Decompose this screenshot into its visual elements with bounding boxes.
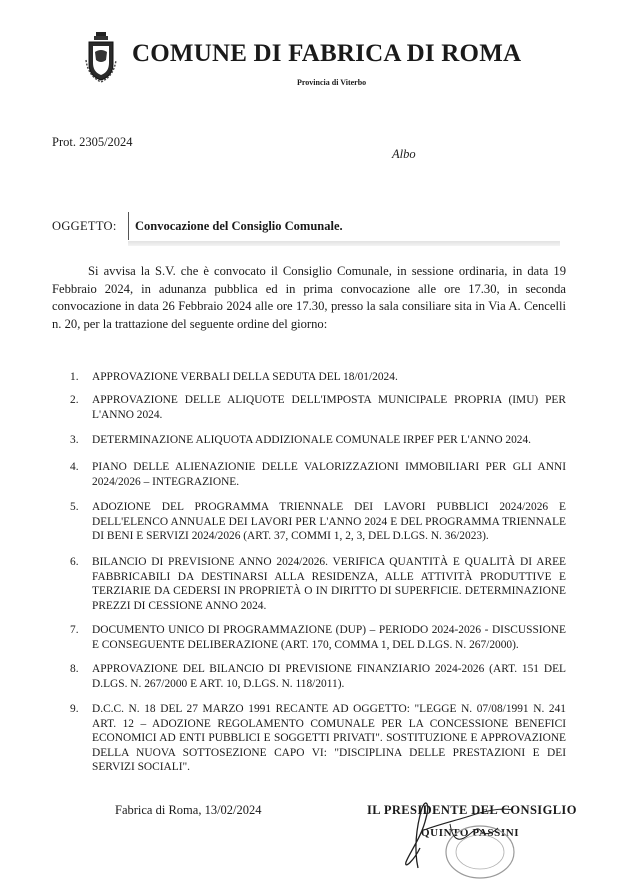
agenda-item [70, 460, 566, 489]
agenda-item [70, 370, 566, 385]
agenda-item-text: BILANCIO DI PREVISIONE ANNO 2024/2026. VERIFICA QUANTITÀ E QUALITÀ DI AREE FABBRICABILI DA DESTINARSI ALLA RESIDENZA, ALLE ATTIVITÀ PRODUTTIVE E TERZIARIE DA CEDERSI IN PROPRIETÀ O IN DIRITTO DI SUPERFICIE. DETERMINAZIONE PREZZI DI CESSIONE ANNO 2024. [92, 556, 566, 612]
handwritten-signature-icon [380, 790, 540, 880]
agenda-item-number: 3. [70, 434, 79, 446]
agenda-item [70, 393, 566, 422]
agenda-item-number: 2. [70, 394, 79, 406]
subject-text: Convocazione del Consiglio Comunale. [135, 219, 343, 233]
agenda-item [70, 433, 566, 448]
agenda-item-text: APPROVAZIONE DEL BILANCIO DI PREVISIONE FINANZIARIO 2024-2026 (ART. 151 DEL D.LGS. N. 267/2000 E ART. 10, D.LGS. N. 118/2011). [92, 663, 566, 690]
place-and-date: Fabrica di Roma, 13/02/2024 [115, 803, 262, 817]
agenda-item-number: 4. [70, 461, 79, 473]
agenda-item-text: D.C.C. N. 18 DEL 27 MARZO 1991 RECANTE AD OGGETTO: "LEGGE N. 07/08/1991 N. 241 ART. 12 – ADOZIONE REGOLAMENTO COMUNALE PER LA CONCESSIONE BENEFICI ECONOMICI AD ENTI PUBBLICI E SOGGETTI PRIVATI". SOSTITUZIONE E APPROVAZIONE DELLA NUOVA SOTTOSEZIONE CAPO VI: "DISCIPLINA DELLE PRESTAZIONI E DEI SERVIZI SOCIALI". [92, 703, 566, 774]
agenda-item-number: 7. [70, 624, 79, 636]
subject-underline-shade [128, 241, 560, 246]
agenda-item-text: ADOZIONE DEL PROGRAMMA TRIENNALE DEI LAVORI PUBBLICI 2024/2026 E DELL'ELENCO ANNUALE DEI LAVORI PER L'ANNO 2024 E DEL PROGRAMMA TRIENNALE DI BENI E SERVIZI 2024/2026 (ART. 37, COMMI 1, 2, 3, DEL D.LGS. N. 36/2023). [92, 501, 566, 543]
agenda-item-text: DETERMINAZIONE ALIQUOTA ADDIZIONALE COMUNALE IRPEF PER L'ANNO 2024. [92, 434, 532, 446]
signatory-role: IL PRESIDENTE DEL CONSIGLIO [367, 803, 577, 817]
subject-label: OGGETTO: [52, 219, 117, 233]
agenda-item-text: APPROVAZIONE DELLE ALIQUOTE DELL'IMPOSTA MUNICIPALE PROPRIA (IMU) PER L'ANNO 2024. [92, 394, 566, 421]
signatory-name: QUINTO PASSINI [421, 827, 520, 839]
agenda-item-text: PIANO DELLE ALIENAZIONIE DELLE VALORIZZAZIONI IMMOBILIARI PER GLI ANNI 2024/2026 – INTEGRAZIONE. [92, 461, 566, 488]
agenda-item [70, 662, 566, 691]
agenda-item [70, 555, 566, 613]
intro-paragraph: Si avvisa la S.V. che è convocato il Consiglio Comunale, in sessione ordinaria, in data 19 Febbraio 2024, in adunanza pubblica ed in prima convocazione alle ore 17.30, in seconda convocazione in data 26 Febbraio 2024 alle ore 17.30, presso la sala consiliare sita in Via A. Cencelli n. 20, per la trattazione del seguente ordine del giorno: [52, 264, 566, 331]
municipality-name: COMUNE DI FABRICA DI ROMA [132, 40, 522, 67]
subject-divider [128, 212, 129, 240]
agenda-item-number: 1. [70, 371, 79, 383]
recipient: Albo [392, 147, 416, 161]
protocol-number: Prot. 2305/2024 [52, 135, 133, 149]
agenda-item [70, 702, 566, 775]
agenda-item-text: DOCUMENTO UNICO DI PROGRAMMAZIONE (DUP) – PERIODO 2024-2026 - DISCUSSIONE E CONSEGUENTE DELIBERAZIONE (ART. 170, COMMA 1, DEL D.LGS. N. 267/2000). [92, 624, 566, 651]
province-name: Provincia di Viterbo [297, 78, 367, 87]
agenda-item [70, 500, 566, 544]
municipal-crest-icon [84, 30, 118, 84]
agenda-item-number: 5. [70, 501, 79, 513]
agenda-item-number: 9. [70, 703, 79, 715]
agenda-item-number: 6. [70, 556, 79, 568]
agenda-item-text: APPROVAZIONE VERBALI DELLA SEDUTA DEL 18/01/2024. [92, 371, 398, 383]
agenda-item [70, 623, 566, 652]
agenda-item-number: 8. [70, 663, 79, 675]
